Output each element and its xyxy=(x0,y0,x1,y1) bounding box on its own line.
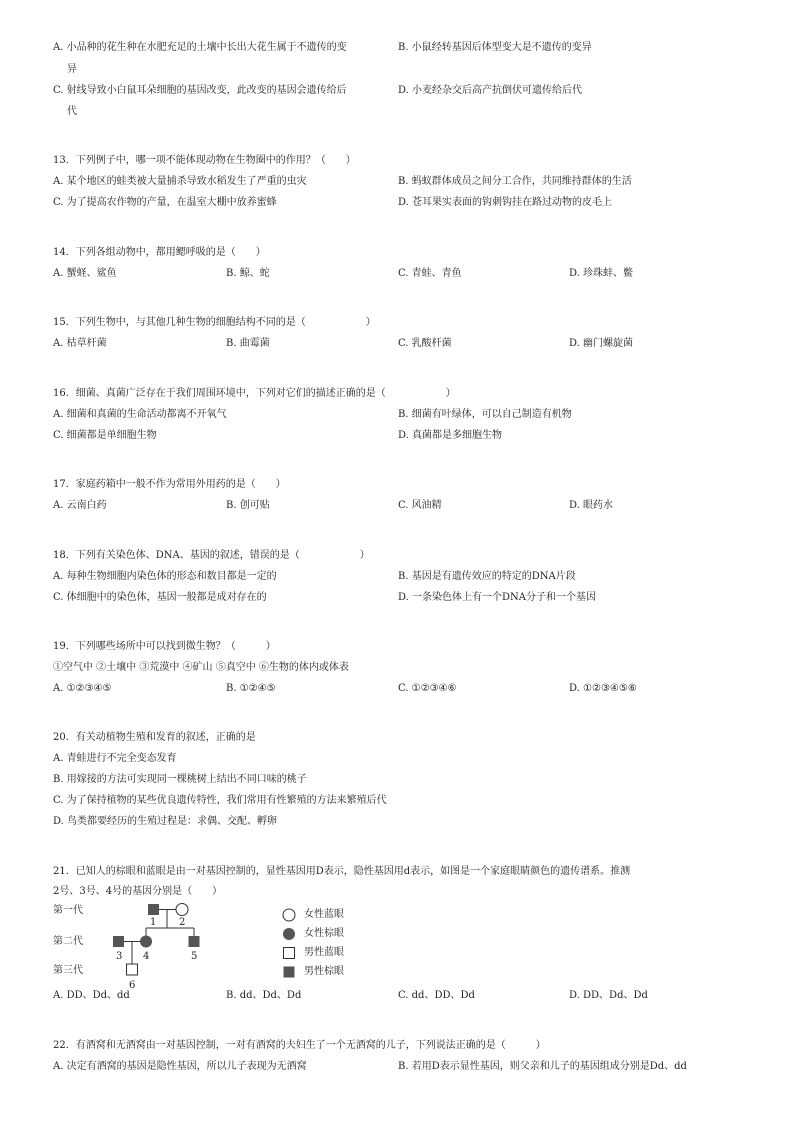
q16-option-d: D. 真菌都是多细胞生物 xyxy=(398,430,503,441)
q14-option-b: B. 鲸、蛇 xyxy=(226,268,270,279)
q19-option-a: A. ①②③④⑤ xyxy=(53,683,112,694)
q19-option-c: C. ①②③④⑥ xyxy=(398,683,457,694)
q17-stem: 17．家庭药箱中一般不作为常用外用药的是（ ） xyxy=(53,479,286,490)
q18-option-d: D. 一条染色体上有一个DNA分子和一个基因 xyxy=(398,592,597,603)
q15-option-c: C. 乳酸杆菌 xyxy=(398,338,452,349)
q17-option-d: D. 眼药水 xyxy=(569,500,614,511)
legend-female-brown-label: 女性棕眼 xyxy=(304,928,344,939)
pedigree-diagram xyxy=(103,898,273,993)
q17-option-a: A. 云南白药 xyxy=(53,500,107,511)
legend-male-blue-label: 男性蓝眼 xyxy=(304,947,344,958)
q19-places: ①空气中 ②土壤中 ③荒漠中 ④矿山 ⑤真空中 ⑥生物的体内或体表 xyxy=(53,662,349,673)
q19-option-d: D. ①②③④⑤⑥ xyxy=(569,683,637,694)
q15-option-a: A. 枯草杆菌 xyxy=(53,338,107,349)
q22-option-a: A. 决定有酒窝的基因是隐性基因，所以儿子表现为无酒窝 xyxy=(53,1061,307,1072)
q21-option-d: D. DD、Dd、Dd xyxy=(569,990,648,1001)
number-3: 3 xyxy=(116,951,123,962)
generation-2-label: 第二代 xyxy=(53,936,83,947)
q20-option-b: B. 用嫁接的方法可实现同一棵桃树上结出不同口味的桃子 xyxy=(53,774,307,785)
q19-stem: 19．下列哪些场所中可以找到微生物？（ ） xyxy=(53,641,276,652)
q14-option-d: D. 珍珠蚌、鳖 xyxy=(569,268,634,279)
q13-option-d: D. 苍耳果实表面的钩刺钩挂在路过动物的皮毛上 xyxy=(398,197,613,208)
q17-option-b: B. 创可贴 xyxy=(226,500,270,511)
legend-female-blue-label: 女性蓝眼 xyxy=(304,909,344,920)
q12-option-b: B. 小鼠经转基因后体型变大是不遗传的变异 xyxy=(398,42,592,53)
male-blue-symbol-icon xyxy=(282,946,296,960)
q16-option-b: B. 细菌有叶绿体，可以自己制造有机物 xyxy=(398,409,572,420)
male-brown-symbol-icon xyxy=(282,965,296,979)
q18-option-c: C. 体细胞中的染色体，基因一般都是成对存在的 xyxy=(53,592,267,603)
q13-option-c: C. 为了提高农作物的产量，在温室大棚中放养蜜蜂 xyxy=(53,197,277,208)
q16-option-a: A. 细菌和真菌的生命活动都离不开氧气 xyxy=(53,409,227,420)
person-5-male-brown xyxy=(189,936,200,947)
person-2-female-blue xyxy=(176,904,188,916)
number-6: 6 xyxy=(129,980,136,991)
q22-option-b: B. 若用D表示显性基因，则父亲和儿子的基因组成分别是Dd、dd xyxy=(398,1061,687,1072)
q17-option-c: C. 风油精 xyxy=(398,500,442,511)
number-2: 2 xyxy=(179,917,186,928)
q14-stem: 14．下列各组动物中，都用鳃呼吸的是（ ） xyxy=(53,247,266,258)
q20-stem: 20．有关动植物生殖和发育的叙述，正确的是 xyxy=(53,732,256,743)
generation-3-label: 第三代 xyxy=(53,965,83,976)
q18-stem: 18．下列有关染色体、DNA、基因的叙述，错误的是（ ） xyxy=(53,550,370,561)
q19-option-b: B. ①②④⑤ xyxy=(226,683,276,694)
q12-option-d: D. 小麦经杂交后高产抗倒伏可遗传给后代 xyxy=(398,85,583,96)
q21-option-b: B. dd、Dd、Dd xyxy=(226,990,302,1001)
legend-male-brown-label: 男性棕眼 xyxy=(304,966,344,977)
q18-option-b: B. 基因是有遗传效应的特定的DNA片段 xyxy=(398,571,576,582)
q21-stem-line2: 2号、3号、4号的基因分别是（ ） xyxy=(53,886,223,897)
q18-option-a: A. 每种生物细胞内染色体的形态和数目都是一定的 xyxy=(53,571,277,582)
q22-stem: 22．有酒窝和无酒窝由一对基因控制，一对有酒窝的夫妇生了一个无酒窝的儿子，下列说法正确的是（ ） xyxy=(53,1040,546,1051)
q21-option-c: C. dd、DD、Dd xyxy=(398,990,475,1001)
person-1-male-brown xyxy=(148,904,159,915)
q15-stem: 15．下列生物中，与其他几种生物的细胞结构不同的是（ ） xyxy=(53,317,376,328)
q20-option-c: C. 为了保持植物的某些优良遗传特性，我们常用有性繁殖的方法来繁殖后代 xyxy=(53,795,387,806)
q21-option-a: A. DD、Dd、dd xyxy=(53,990,130,1001)
q14-option-c: C. 青蛙、青鱼 xyxy=(398,268,462,279)
q20-option-a: A. 青蛙进行不完全变态发育 xyxy=(53,753,177,764)
number-5: 5 xyxy=(191,951,198,962)
female-brown-symbol-icon xyxy=(282,927,296,941)
q15-option-b: B. 曲霉菌 xyxy=(226,338,270,349)
person-6-male-blue xyxy=(127,964,138,975)
q14-option-a: A. 蟹蛏、鲨鱼 xyxy=(53,268,117,279)
number-1: 1 xyxy=(150,917,157,928)
q12-option-c-line2: 代 xyxy=(67,106,77,117)
person-3-male-brown xyxy=(113,936,124,947)
q16-stem: 16．细菌、真菌广泛存在于我们周围环境中，下列对它们的描述正确的是（ ） xyxy=(53,388,456,399)
q21-stem-line1: 21．已知人的棕眼和蓝眼是由一对基因控制的，显性基因用D表示，隐性基因用d表示，如图是一个家庭眼睛颜色的遗传谱系。推测 xyxy=(53,866,631,877)
q16-option-c: C. 细菌都是单细胞生物 xyxy=(53,430,157,441)
female-blue-symbol-icon xyxy=(282,908,296,922)
number-4: 4 xyxy=(143,951,150,962)
q13-option-a: A. 某个地区的蛙类被大量捕杀导致水稻发生了严重的虫灾 xyxy=(53,176,307,187)
person-4-female-brown xyxy=(140,936,152,948)
q13-option-b: B. 蚂蚁群体成员之间分工合作，共同维持群体的生活 xyxy=(398,176,632,187)
q12-option-c-line1: C. 射线导致小白鼠耳朵细胞的基因改变，此改变的基因会遗传给后 xyxy=(53,85,347,96)
q12-option-a-line2: 异 xyxy=(67,64,77,75)
generation-1-label: 第一代 xyxy=(53,905,83,916)
q13-stem: 13．下列例子中，哪一项不能体现动物在生物圈中的作用？（ ） xyxy=(53,155,356,166)
q15-option-d: D. 幽门螺旋菌 xyxy=(569,338,634,349)
q20-option-d: D. 鸟类都要经历的生殖过程是：求偶、交配、孵卵 xyxy=(53,816,278,827)
q12-option-a-line1: A. 小品种的花生种在水肥充足的土壤中长出大花生属于不遗传的变 xyxy=(53,42,347,53)
